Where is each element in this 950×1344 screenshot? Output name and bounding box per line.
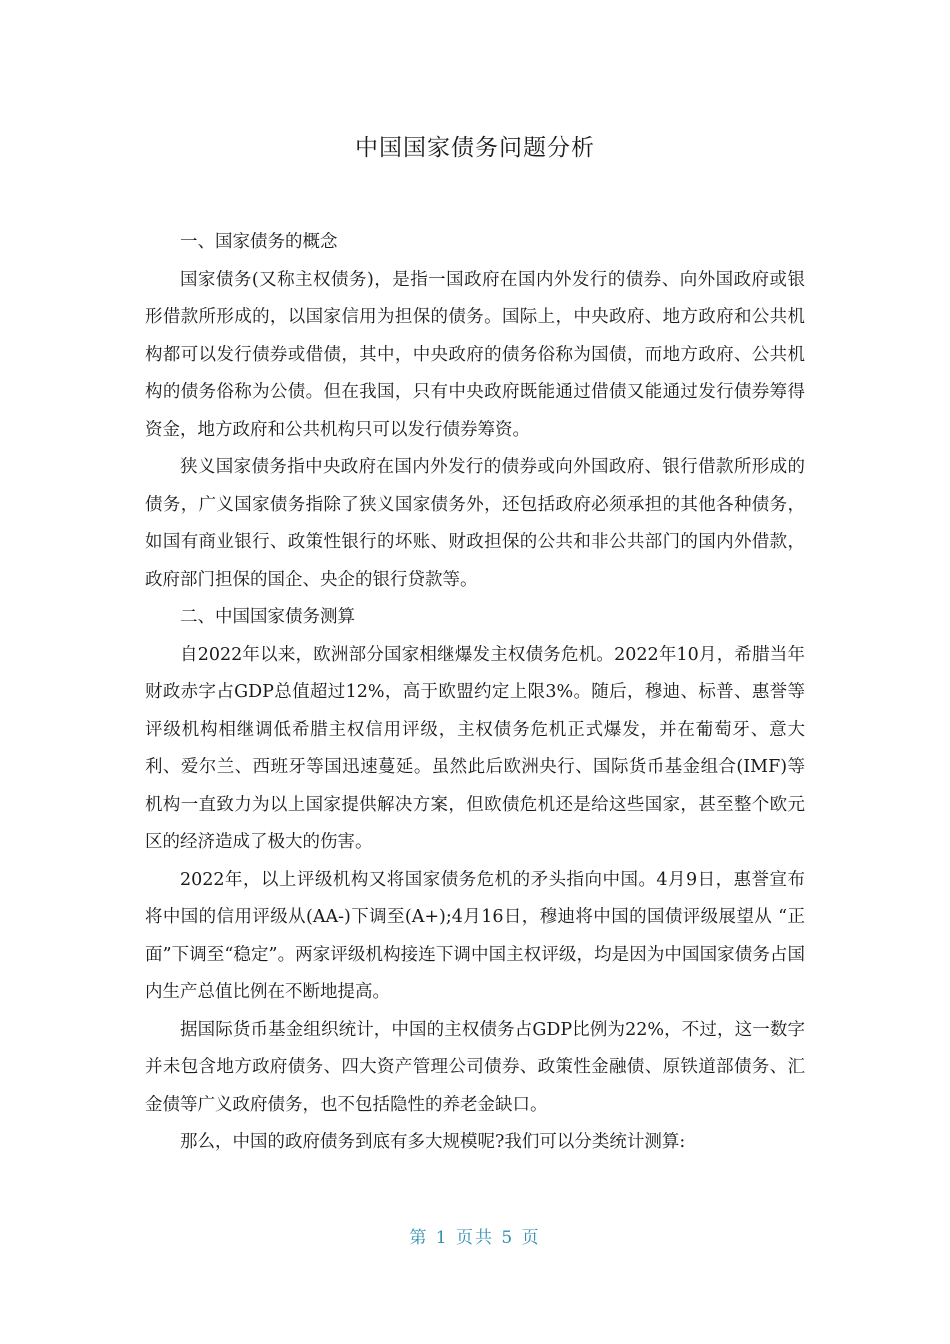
paragraph: 狭义国家债务指中央政府在国内外发行的债券或向外国政府、银行借款所形成的债务，广义国家债务指除了狭义国家债务外，还包括政府必须承担的其他各种债务，如国有商业银行、政策性银行的坏账、财政担保的公共和非公共部门的国内外借款，政府部门担保的国企、央企的银行贷款等。 [145, 457, 805, 590]
page-number-footer: 第 1 页共 5 页 [409, 1228, 541, 1248]
paragraph: 国家债务(又称主权债务)，是指一国政府在国内外发行的债券、向外国政府或银形借款所形成的，以国家信用为担保的债务。国际上，中央政府、地方政府和公共机构都可以发行债券或借债，其中，中央政府的债务俗称为国债，而地方政府、公共机构的债务俗称为公债。但在我国，只有中央政府既能通过借债又能通过发行债券筹得资金，地方政府和公共机构只可以发行债券筹资。 [145, 269, 805, 440]
section-heading-concept: 一、国家债务的概念 [180, 232, 338, 252]
document-body [145, 224, 805, 1162]
section-heading-estimate: 二、中国国家债务测算 [180, 607, 355, 627]
paragraph: 据国际货币基金组织统计，中国的主权债务占GDP比例为22%，不过，这一数字并未包含地方政府债务、四大资产管理公司债券、政策性金融债、原铁道部债务、汇金债等广义政府债务，也不包括隐性的养老金缺口。 [145, 1019, 805, 1115]
paragraph: 自2022年以来，欧洲部分国家相继爆发主权债务危机。2022年10月，希腊当年财政赤字占GDP总值超过12%，高于欧盟约定上限3%。随后，穆迪、标普、惠誉等评级机构相继调低希腊主权信用评级，主权债务危机正式爆发，并在葡萄牙、意大利、爱尔兰、西班牙等国迅速蔓延。虽然此后欧洲央行、国际货币基金组合(IMF)等机构一直致力为以上国家提供解决方案，但欧债危机还是给这些国家，甚至整个欧元区的经济造成了极大的伤害。 [145, 644, 805, 852]
paragraph: 2022年，以上评级机构又将国家债务危机的矛头指向中国。4月9日，惠誉宣布将中国的信用评级从(AA-)下调至(A+);4月16日，穆迪将中国的国债评级展望从 “正面”下调至“稳定”。两家评级机构接连下调中国主权评级，均是因为中国国家债务占国内生产总值比例在不断地提高。 [145, 869, 805, 1002]
paragraph: 那么，中国的政府债务到底有多大规模呢?我们可以分类统计测算: [180, 1132, 686, 1152]
document-title: 中国国家债务问题分析 [355, 135, 595, 161]
